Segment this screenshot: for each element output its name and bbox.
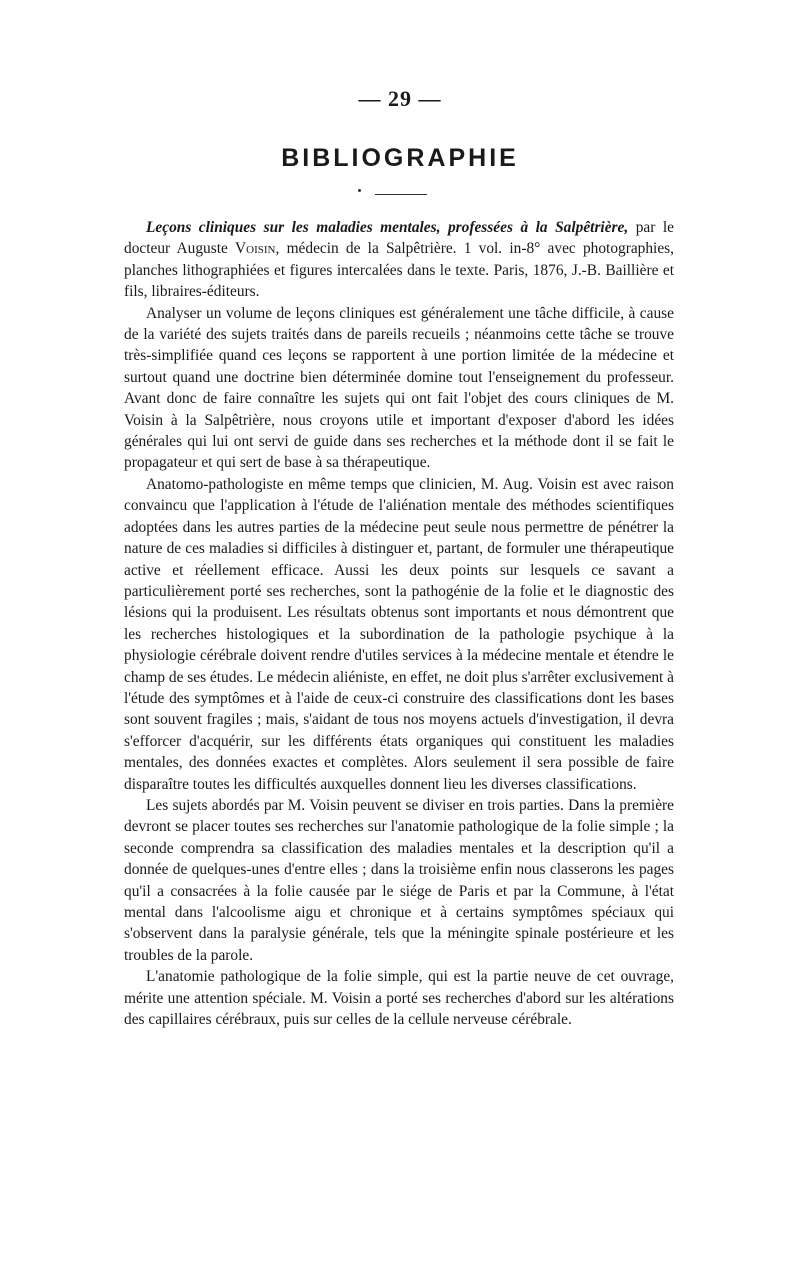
page-number: — 29 —: [358, 86, 442, 111]
reference-author: Voisin: [235, 240, 276, 258]
title-divider: [375, 194, 427, 195]
ornament-dot: [358, 189, 361, 192]
body-text: [124, 217, 674, 1030]
reference-title: Leçons cliniques sur les maladies mentales, professées à la Salpêtrière,: [146, 219, 629, 236]
paragraph-2: Anatomo-pathologiste en même temps que clinicien, M. Aug. Voisin est avec raison convaincu que l'application à l'étude de l'aliénation mentale des méthodes scientifiques adoptées dans les autres parties de la médecine peut seule nous permettre de pénétrer la nature de ces maladies si difficiles à distinguer et, partant, de formuler une thérapeutique active et réellement efficace. Aussi les deux points sur lesquels ce savant a particulièrement porté ses recherches, sont la pathogénie de la folie et le diagnostic des lésions qui la produisent. Les résultats obtenus sont importants et nous démontrent que les recherches histologiques et la subordination de la pathologie psychique à la physiologie cérébrale doivent rendre d'utiles services à la médecine mentale et étendre le champ de ses études. Le médecin aliéniste, en effet, ne doit plus s'arrêter exclusivement à l'étude des symptômes et à l'aide de ceux-ci construire des classifications dont les bases sont souvent fragiles ; mais, s'aidant de tous nos moyens actuels d'investigation, il devra s'efforcer d'acquérir, sur les différents états organiques qui constituent les maladies mentales, des données exactes et complètes. Alors seulement il sera possible de faire disparaître toutes les difficultés auxquelles donnent lieu les diverses classifications.: [124, 475, 674, 793]
paragraph-4: L'anatomie pathologique de la folie simple, qui est la partie neuve de cet ouvrage, mérite une attention spéciale. M. Voisin a porté ses recherches d'abord sur les altérations des capillaires cérébraux, puis sur celles de la cellule nerveuse cérébrale.: [124, 968, 674, 1029]
reference-entry: [124, 217, 674, 303]
paragraph-1: Analyser un volume de leçons cliniques est généralement une tâche difficile, à cause de la variété des sujets traités dans de pareils recueils ; néanmoins cette tâche se trouve très-simplifiée quand ces leçons se rapportent à une portion limitée de la médecine et surtout quand une doctrine bien déterminée domine tout l'enseignement du professeur. Avant donc de faire connaître les sujets qui ont fait l'objet des cours cliniques de M. Voisin à la Salpêtrière, nous croyons utile et important d'exposer d'abord les idées générales qui lui ont servi de guide dans ses recherches et la méthode dont il se fait le propagateur et qui sert de base à sa thérapeutique.: [124, 304, 674, 472]
reference-before-author: par le docteur Auguste: [124, 219, 674, 258]
paragraph-3: Les sujets abordés par M. Voisin peuvent se diviser en trois parties. Dans la première devront se placer toutes ses recherches sur l'anatomie pathologique de la folie simple ; la seconde comprendra sa classification des maladies mentales et la description qu'il a donnée de quelques-unes d'entre elles ; dans la troisième enfin nous classerons les pages qu'il a consacrées à la folie causée par le siége de Paris et par la Commune, à l'état mental dans l'alcoolisme aigu et chronique et à certains symptômes spéciaux qui s'observent dans la paralysie générale, tels que la méningite spinale postérieure et les troubles de la parole.: [124, 796, 674, 964]
reference-details: , médecin de la Salpêtrière. 1 vol. in-8° avec photographies, planches lithographiées et figures intercalées dans le texte. Paris, 1876, J.-B. Baillière et fils, libraires-éditeurs.: [124, 240, 674, 301]
section-title: BIBLIOGRAPHIE: [281, 144, 519, 172]
